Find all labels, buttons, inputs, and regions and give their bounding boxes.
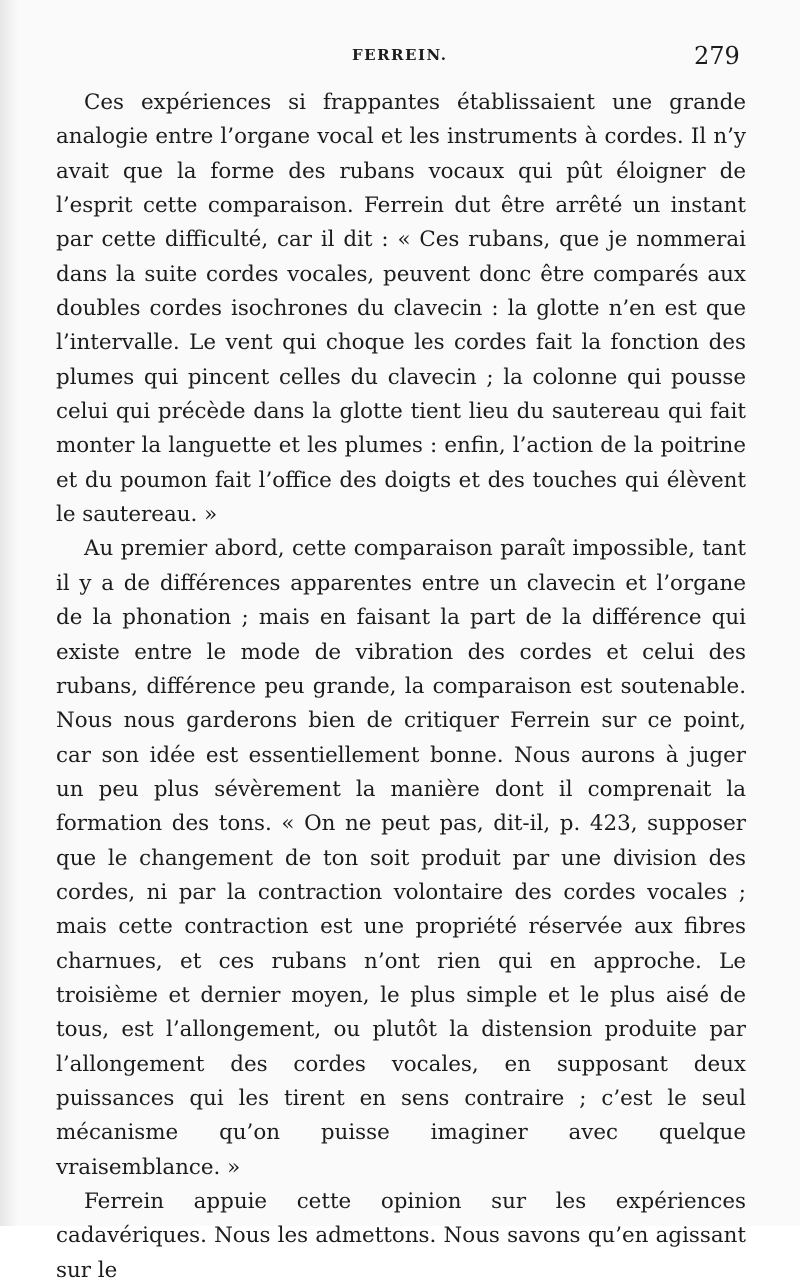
page-number: 279: [694, 42, 740, 70]
paragraph: Ferrein appuie cette opinion sur les expériences cadavériques. Nous les admettons. Nous savons qu’en agissant sur le: [56, 1189, 746, 1283]
running-title: FERREIN.: [352, 46, 448, 64]
page-edge-shadow: [0, 0, 18, 1226]
running-head: [0, 42, 800, 70]
paragraph: Ces expériences si frappantes établissaient une grande analogie entre l’organe vocal et les instruments à cordes. Il n’y avait que la forme des rubans vocaux qui pût éloigner de l’esprit cette comparaison. Ferrein dut être arrêté un instant par cette difficulté, car il dit : « Ces rubans, que je nommerai dans la suite cordes vocales, peuvent donc être comparés aux doubles cordes isochrones du clavecin : la glotte n’en est que l’intervalle. Le vent qui choque les cordes fait la fonction des plumes qui pincent celles du clavecin ; la colonne qui pousse celui qui précède dans la glotte tient lieu du sautereau qui fait monter la languette et les plumes : enfin, l’action de la poitrine et du poumon fait l’office des doigts et des touches qui élèvent le sautereau. »: [56, 90, 746, 528]
body-text: [56, 86, 746, 1288]
paragraph: Au premier abord, cette comparaison paraît impossible, tant il y a de différences apparentes entre un clavecin et l’organe de la phonation ; mais en faisant la part de la différence qui existe entre le mode de vibration des cordes et celui des rubans, différence peu grande, la comparaison est soutenable. Nous nous garderons bien de critiquer Ferrein sur ce point, car son idée est essentiellement bonne. Nous aurons à juger un peu plus sévèrement la manière dont il comprenait la formation des tons. « On ne peut pas, dit-il, p. 423, supposer que le changement de ton soit produit par une division des cordes, ni par la contraction volontaire des cordes vocales ; mais cette contraction est une propriété réservée aux fibres charnues, et ces rubans n’ont rien qui en approche. Le troisième et dernier moyen, le plus simple et le plus aisé de tous, est l’allongement, ou plutôt la distension produite par l’allongement des cordes vocales, en supposant deux puissances qui les tirent en sens contraire ; c’est le seul mécanisme qu’on puisse imaginer avec quelque vraisemblance. »: [56, 536, 746, 1180]
